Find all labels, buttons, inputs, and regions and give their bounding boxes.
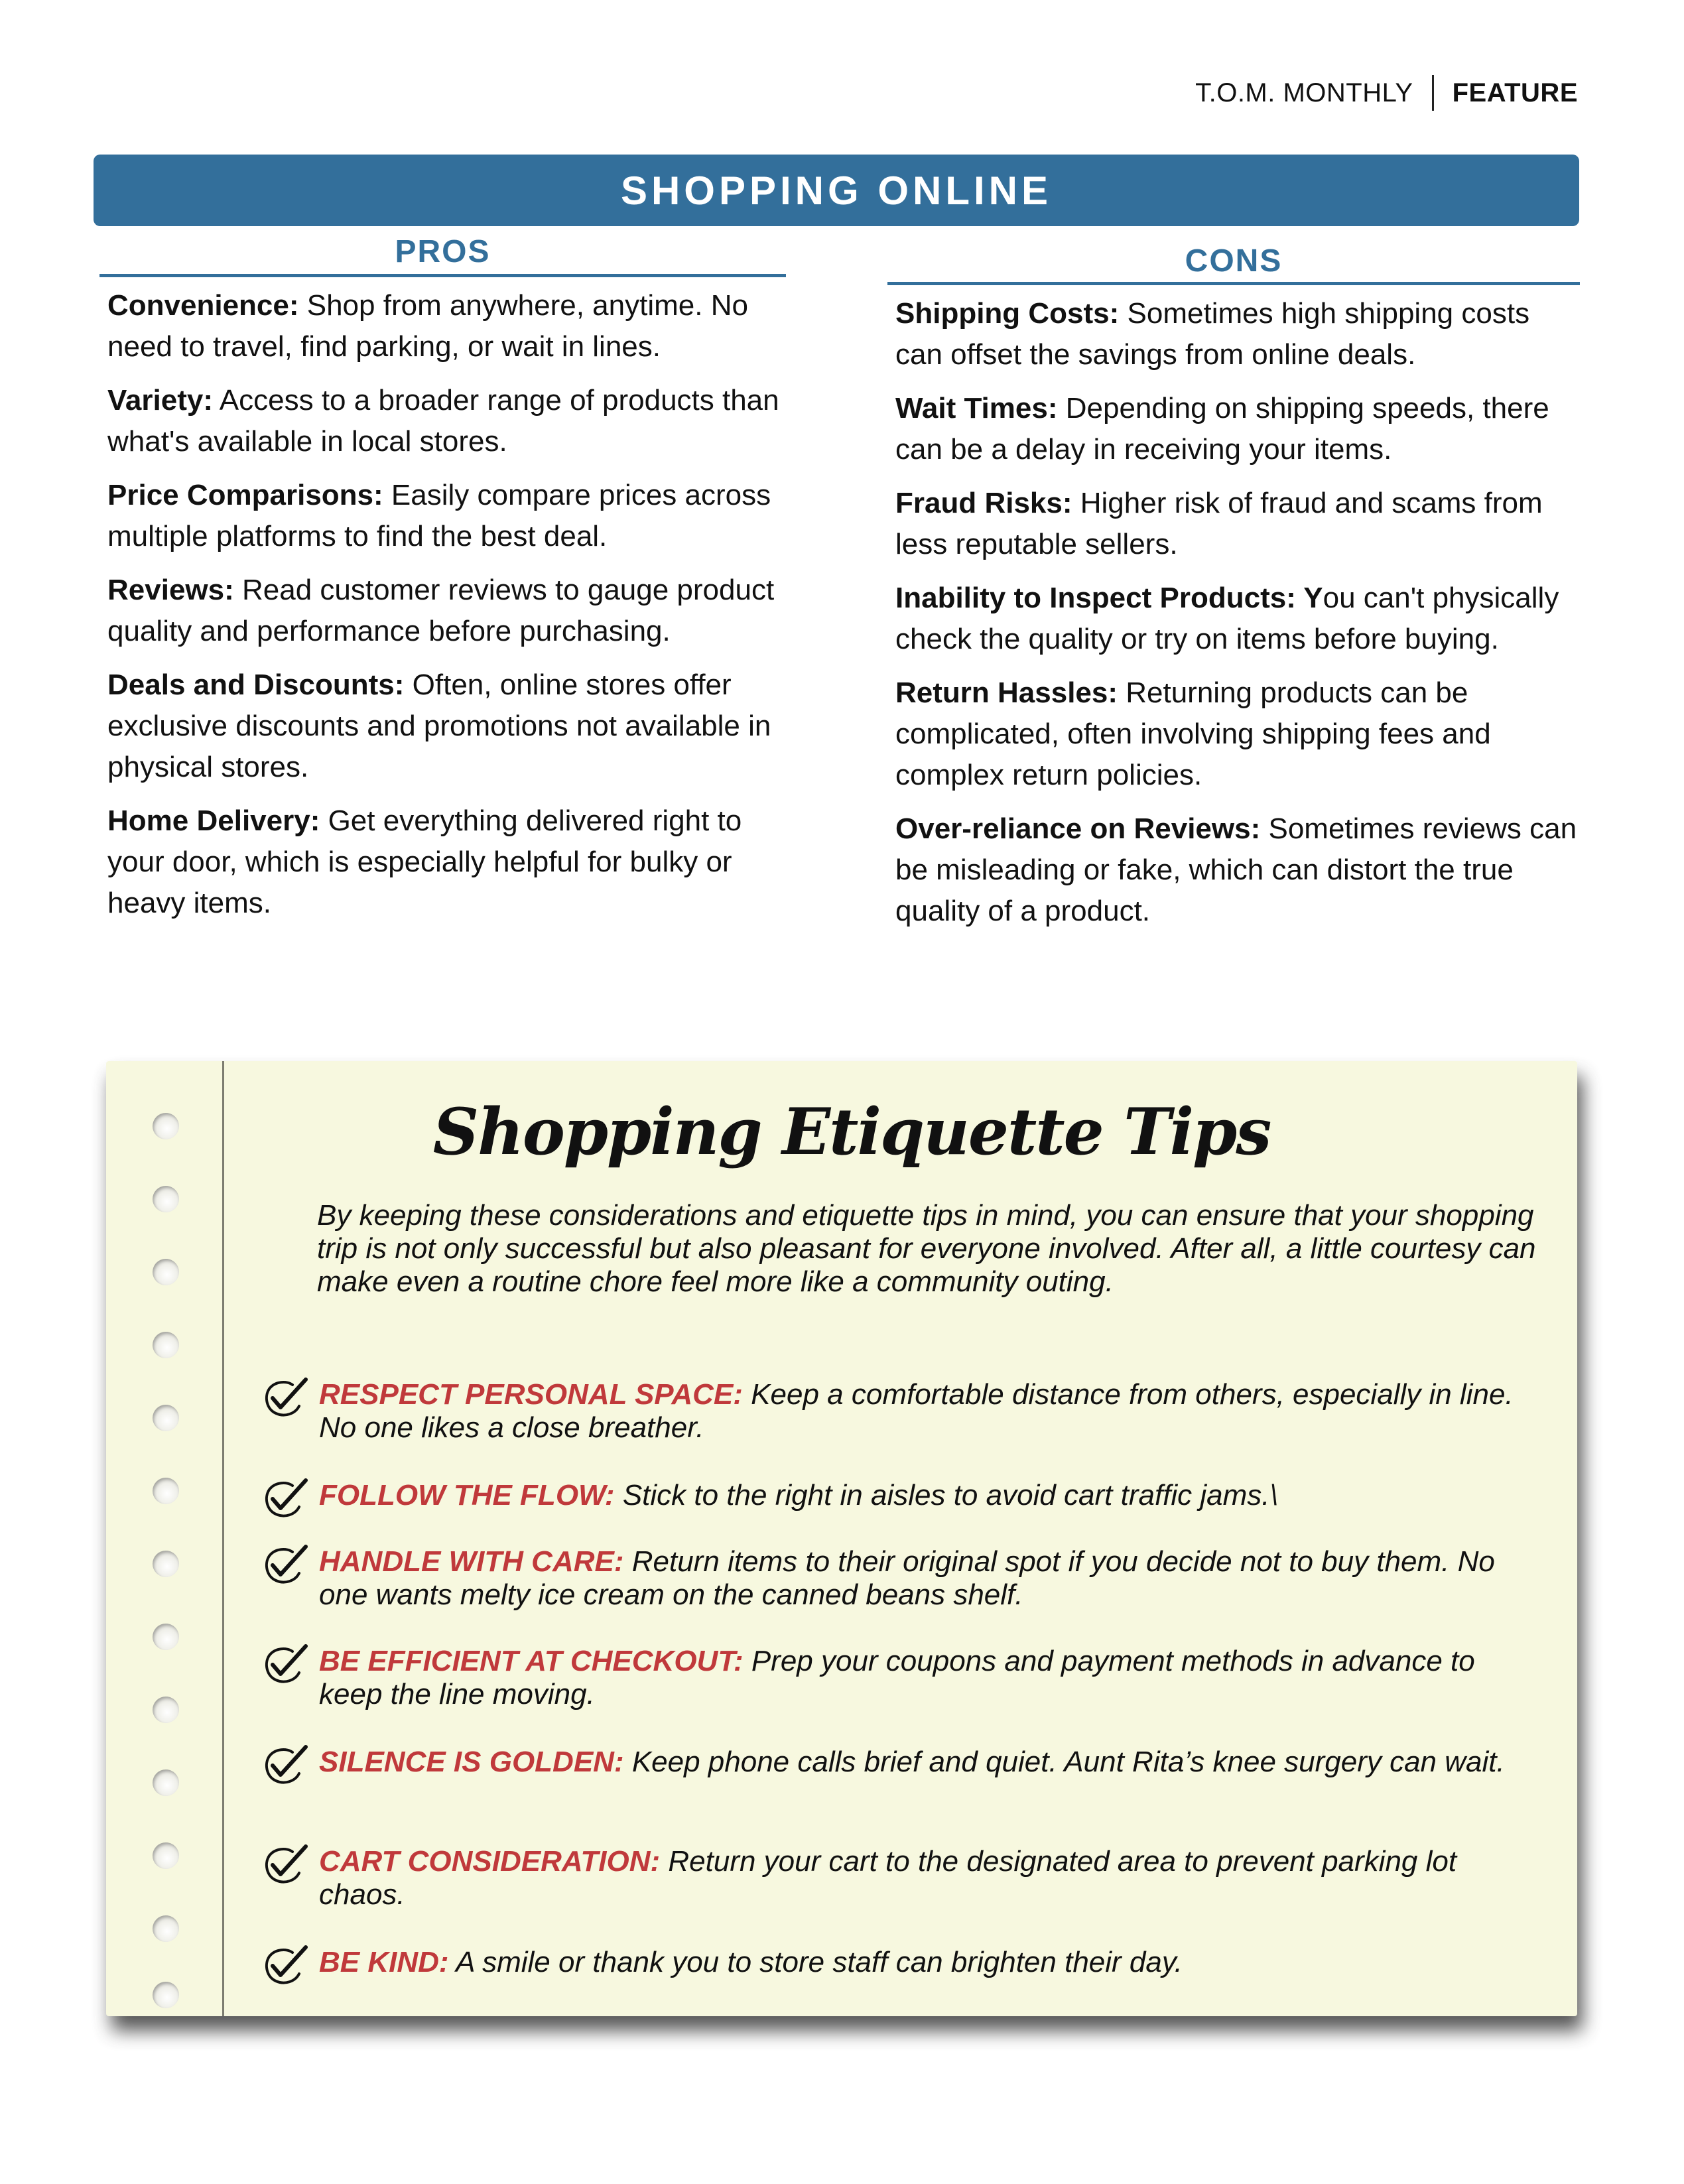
page-header — [1195, 74, 1578, 111]
list-item — [895, 293, 1580, 375]
tip-item — [262, 1479, 1542, 1520]
tip-label: CART CONSIDERATION: — [319, 1845, 661, 1878]
item-text: Returning products can be complicated, often involving shipping fees and complex return policies. — [895, 676, 1491, 791]
binder-hole — [153, 1332, 179, 1358]
etiquette-intro: By keeping these considerations and etiquette tips in mind, you can ensure that your shopping trip is not only successful but also pleasant for everyone involved. After all, a little courtesy can make even a routine chore feel more like a community outing. — [317, 1199, 1536, 1298]
etiquette-title: Shopping Etiquette Tips — [432, 1094, 1271, 1169]
cons-column — [887, 233, 1580, 944]
list-item — [895, 673, 1580, 796]
binder-hole — [153, 1697, 179, 1723]
item-label: Convenience: — [107, 289, 299, 322]
item-text: Sometimes reviews can be misleading or fake, which can distort the true quality of a product. — [895, 812, 1577, 927]
list-item — [107, 475, 786, 557]
checkmark-circle-icon — [262, 1544, 310, 1586]
tip-item — [262, 1845, 1542, 1911]
item-text: Shop from anywhere, anytime. No need to travel, find parking, or wait in lines. — [107, 289, 748, 363]
tip-item — [262, 1378, 1542, 1445]
item-text: Depending on shipping speeds, there can be a delay in receiving your items. — [895, 392, 1549, 466]
title-banner — [94, 155, 1579, 226]
checkmark-circle-icon — [262, 1945, 310, 1987]
tip-item — [262, 1545, 1542, 1612]
checkmark-circle-icon — [262, 1844, 310, 1886]
item-label: Return Hassles: — [895, 676, 1118, 709]
tip-label: HANDLE WITH CARE: — [319, 1545, 624, 1578]
tip-label: BE EFFICIENT AT CHECKOUT: — [319, 1645, 744, 1677]
tip-text: Keep phone calls brief and quiet. Aunt Rita’s knee surgery can wait. — [623, 1746, 1505, 1778]
item-text: ou can't physically check the quality or try on items before buying. — [895, 582, 1559, 655]
item-label: Reviews: — [107, 574, 234, 606]
list-item — [107, 380, 786, 462]
binder-hole — [153, 1915, 179, 1942]
pros-list — [99, 277, 786, 924]
tip-text: Return your cart to the designated area to prevent parking lot chaos. — [319, 1845, 1457, 1911]
binder-hole — [153, 1478, 179, 1504]
binder-hole — [153, 1624, 179, 1650]
list-item — [107, 570, 786, 652]
checkmark-circle-icon — [262, 1744, 310, 1787]
tip-text: Keep a comfortable distance from others, especially in line. No one likes a close breather. — [319, 1378, 1514, 1444]
header-divider — [1432, 75, 1434, 111]
cons-list — [887, 285, 1580, 932]
tip-text: A smile or thank you to store staff can brighten their day. — [448, 1946, 1183, 1978]
section-name: FEATURE — [1452, 78, 1578, 107]
checkmark-circle-icon — [262, 1643, 310, 1686]
list-item — [895, 483, 1580, 565]
item-text: Higher risk of fraud and scams from less reputable sellers. — [895, 487, 1543, 560]
item-text: Easily compare prices across multiple platforms to find the best deal. — [107, 479, 771, 552]
item-text: Access to a broader range of products than what's available in local stores. — [107, 384, 779, 458]
tip-item — [262, 1645, 1542, 1711]
item-label: Deals and Discounts: — [107, 669, 405, 701]
binder-hole — [153, 1842, 179, 1869]
binder-hole — [153, 1186, 179, 1212]
item-text: Read customer reviews to gauge product quality and performance before purchasing. — [107, 574, 775, 647]
item-text: Sometimes high shipping costs can offset the savings from online deals. — [895, 297, 1530, 371]
item-label: Inability to Inspect Products: Y — [895, 582, 1323, 614]
list-item — [107, 665, 786, 788]
item-label: Price Comparisons: — [107, 479, 383, 511]
binder-hole — [153, 1551, 179, 1577]
item-label: Variety: — [107, 384, 213, 417]
notepad-margin-line — [222, 1061, 224, 2016]
binder-hole — [153, 1982, 179, 2008]
banner-title: SHOPPING ONLINE — [620, 168, 1053, 213]
tip-item — [262, 1946, 1542, 1987]
item-label: Shipping Costs: — [895, 297, 1120, 330]
checkmark-circle-icon — [262, 1478, 310, 1520]
tip-text: Stick to the right in aisles to avoid cart traffic jams.\ — [614, 1479, 1278, 1511]
cons-heading: CONS — [887, 233, 1580, 285]
list-item — [107, 285, 786, 367]
list-item — [107, 801, 786, 924]
binder-hole — [153, 1769, 179, 1796]
item-text: Get everything delivered right to your door, which is especially helpful for bulky or heavy items. — [107, 804, 742, 919]
list-item — [895, 808, 1580, 932]
tip-label: FOLLOW THE FLOW: — [319, 1479, 615, 1511]
list-item — [895, 388, 1580, 470]
tip-label: RESPECT PERSONAL SPACE: — [319, 1378, 743, 1411]
list-item — [895, 578, 1580, 660]
tip-text: Prep your coupons and payment methods in advance to keep the line moving. — [319, 1645, 1475, 1710]
tip-label: SILENCE IS GOLDEN: — [319, 1746, 624, 1778]
item-text: Often, online stores offer exclusive discounts and promotions not available in physical stores. — [107, 669, 771, 783]
item-label: Fraud Risks: — [895, 487, 1072, 519]
tip-item — [262, 1746, 1542, 1787]
item-label: Over-reliance on Reviews: — [895, 812, 1261, 845]
etiquette-notepad — [106, 1061, 1577, 2016]
item-label: Home Delivery: — [107, 804, 320, 837]
item-label: Wait Times: — [895, 392, 1058, 424]
binder-hole — [153, 1405, 179, 1431]
checkmark-circle-icon — [262, 1377, 310, 1419]
publication-name: T.O.M. MONTHLY — [1195, 78, 1413, 107]
pros-heading: PROS — [99, 233, 786, 277]
tip-label: BE KIND: — [319, 1946, 449, 1978]
pros-column — [99, 233, 786, 936]
binder-hole — [153, 1259, 179, 1285]
tip-text: Return items to their original spot if you decide not to buy them. No one wants melty ice cream on the canned beans shelf. — [319, 1545, 1495, 1611]
